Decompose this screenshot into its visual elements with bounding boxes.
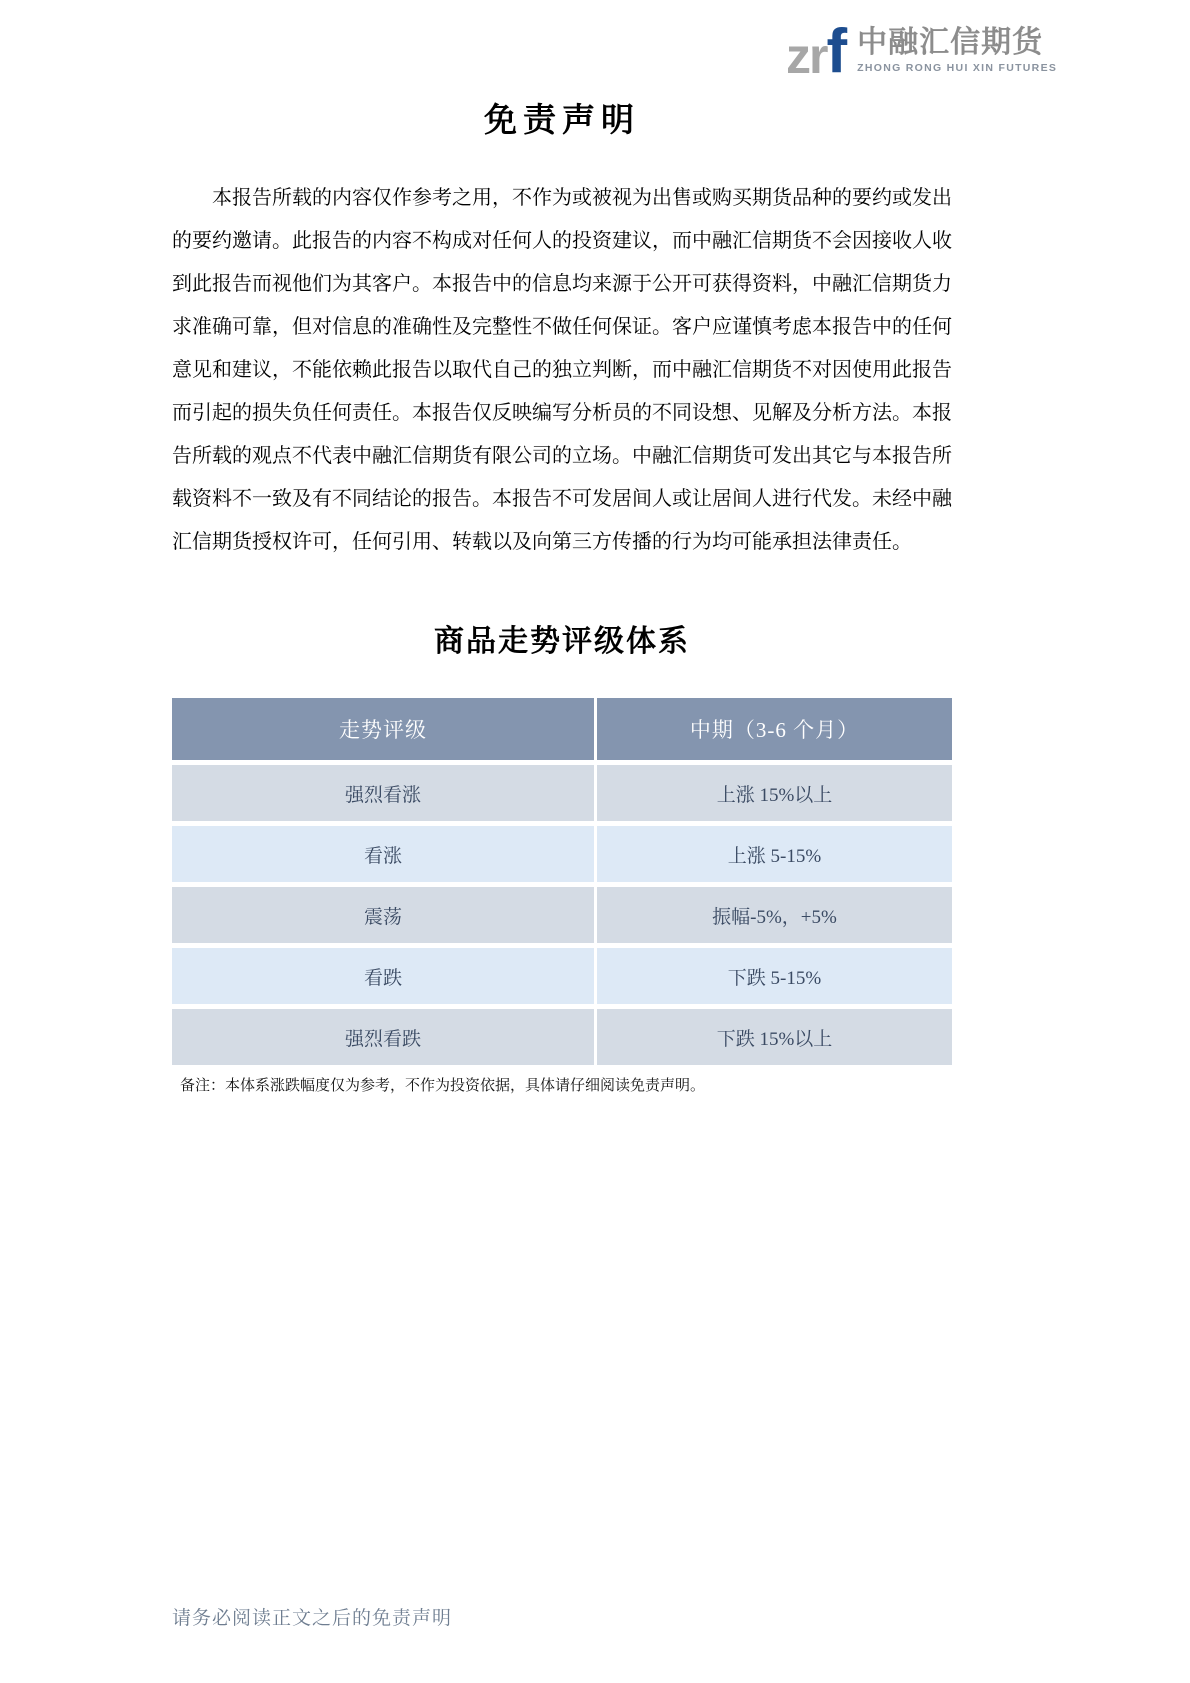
page-content [172,0,952,1095]
table-row [172,826,952,882]
range-cell: 下跌 5-15% [594,948,952,1004]
range-cell: 上涨 5-15% [594,826,952,882]
range-cell: 下跌 15%以上 [594,1009,952,1065]
company-name-en: ZHONG RONG HUI XIN FUTURES [857,62,1058,74]
table-header-period: 中期（3-6 个月） [594,698,952,760]
table-header-rating: 走势评级 [172,698,594,760]
rating-cell: 震荡 [172,887,594,943]
table-row [172,887,952,943]
table-header-row [172,698,952,760]
table-row [172,765,952,821]
disclaimer-title: 免责声明 [484,103,640,139]
rating-cell: 强烈看涨 [172,765,594,821]
rating-table [172,698,952,1065]
table-row [172,1009,952,1065]
logo-zr-letters: zr [786,28,827,84]
range-cell: 上涨 15%以上 [594,765,952,821]
footer-disclaimer-reminder: 请务必阅读正文之后的免责声明 [172,1608,453,1629]
disclaimer-body-text: 本报告所载的内容仅作参考之用，不作为或被视为出售或购买期货品种的要约或发出的要约邀请。此报告的内容不构成对任何人的投资建议，而中融汇信期货不会因接收人收到此报告而视他们为其客户。本报告中的信息均来源于公开可获得资料，中融汇信期货力求准确可靠，但对信息的准确性及完整性不做任何保证。客户应谨慎考虑本报告中的任何意见和建议，不能依赖此报告以取代自己的独立判断，而中融汇信期货不对因使用此报告而引起的损失负任何责任。本报告仅反映编写分析员的不同设想、见解及分析方法。本报告所载的观点不代表中融汇信期货有限公司的立场。中融汇信期货可发出其它与本报告所载资料不一致及有不同结论的报告。本报告不可发居间人或让居间人进行代发。未经中融汇信期货授权许可，任何引用、转载以及向第三方传播的行为均可能承担法律责任。 [172,187,952,553]
range-cell: 振幅-5%，+5% [594,887,952,943]
logo-f-letter: f [826,16,846,86]
rating-cell: 看跌 [172,948,594,1004]
rating-system-title: 商品走势评级体系 [434,625,690,658]
company-name-cn: 中融汇信期货 [857,26,1044,59]
rating-cell: 强烈看跌 [172,1009,594,1065]
table-row [172,948,952,1004]
table-note: 备注：本体系涨跌幅度仅为参考，不作为投资依据，具体请仔细阅读免责声明。 [180,1078,706,1094]
rating-cell: 看涨 [172,826,594,882]
